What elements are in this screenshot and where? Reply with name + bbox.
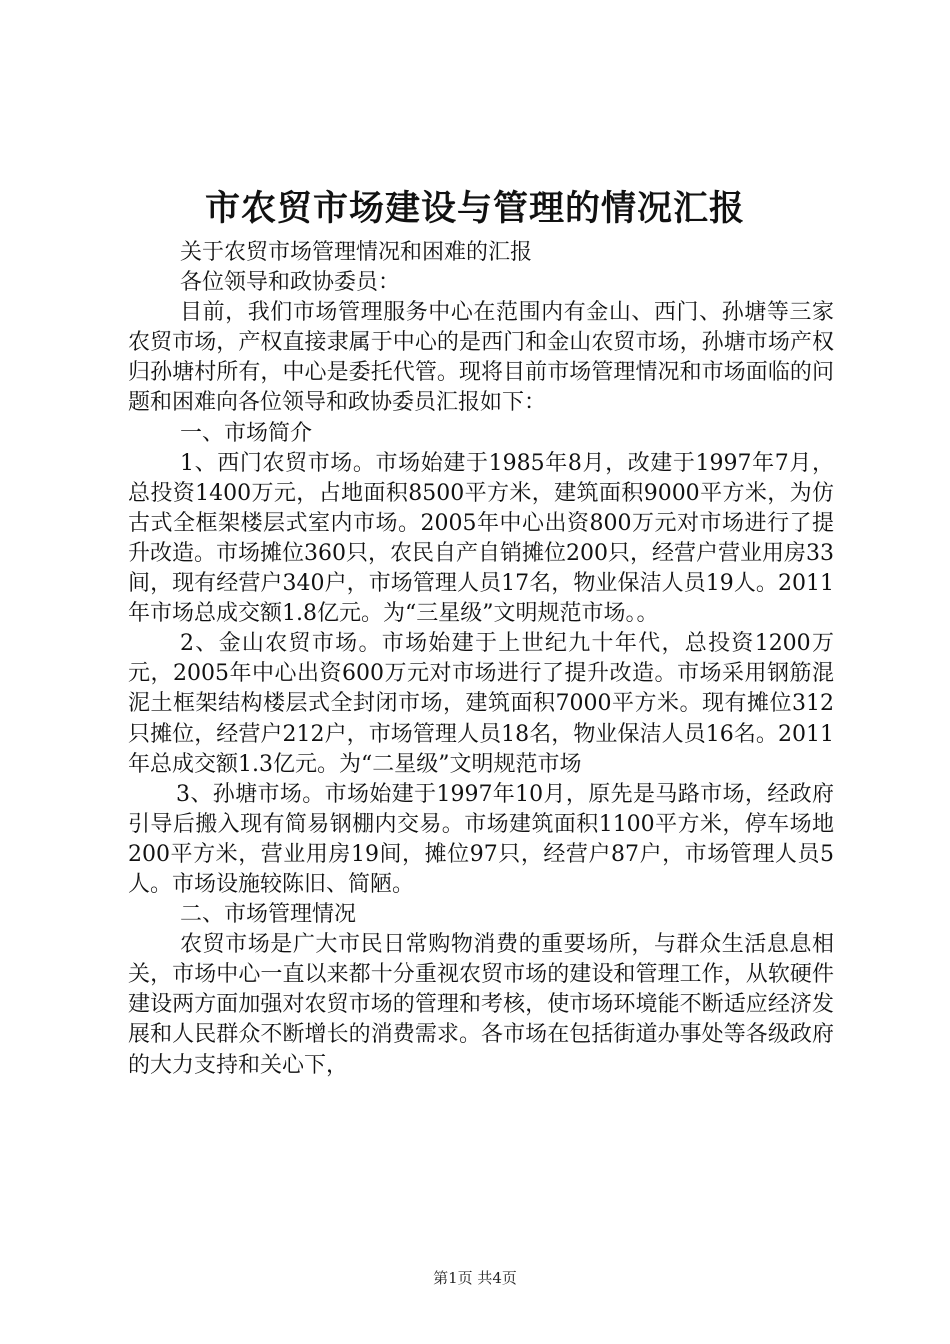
paragraph-jinshan-market: 2、金山农贸市场。市场始建于上世纪九十年代，总投资1200万元，2005年中心出资600万元对市场进行了提升改造。市场采用钢筋混泥土框架结构楼层式全封闭市场，建筑面积7000平方米。现有摊位312只摊位，经营户212户，市场管理人员18名，物业保洁人员16名。2011年总成交额1.3亿元。为“二星级”文明规范市场 (128, 631, 834, 777)
paragraph-report-subtitle: 关于农贸市场管理情况和困难的汇报 (180, 240, 533, 265)
paragraph-suntang-market: 3、孙塘市场。市场始建于1997年10月，原先是马路市场，经政府引导后搬入现有简易钢棚内交易。市场建筑面积1100平方米，停车场地200平方米，营业用房19间，摊位97只，经营户87户，市场管理人员5人。市场设施较陈旧、简陋。 (128, 781, 834, 897)
paragraph-management-overview: 农贸市场是广大市民日常购物消费的重要场所，与群众生活息息相关，市场中心一直以来都十分重视农贸市场的建设和管理工作，从软硬件建设两方面加强对农贸市场的管理和考核，使市场环境能不断适应经济发展和人民群众不断增长的消费需求。各市场在包括街道办事处等各级政府的大力支持和关心下， (128, 932, 834, 1078)
document-body (128, 238, 834, 1081)
paragraph-salutation: 各位领导和政协委员： (180, 270, 401, 296)
document-title: 市农贸市场建设与管理的情况汇报 (204, 188, 745, 229)
section-heading-market-overview: 一、市场简介 (180, 420, 313, 446)
paragraph-introduction: 目前，我们市场管理服务中心在范围内有金山、西门、孙塘等三家农贸市场，产权直接隶属于中心的是西门和金山农贸市场，孙塘市场产权归孙塘村所有，中心是委托代管。现将目前市场管理情况和市场面临的问题和困难向各位领导和政协委员汇报如下： (128, 300, 834, 416)
page-number-footer: 第1页 共4页 (433, 1269, 517, 1287)
paragraph-ximen-market: 1、西门农贸市场。市场始建于1985年8月，改建于1997年7月，总投资1400万元，占地面积8500平方米，建筑面积9000平方米，为仿古式全框架楼层式室内市场。2005年中心出资800万元对市场进行了提升改造。市场摊位360只，农民自产自销摊位200只，经营户营业用房33间，现有经营户340户，市场管理人员17名，物业保洁人员19人。2011年市场总成交额1.8亿元。为“三星级”文明规范市场。。 (128, 450, 834, 627)
section-heading-market-management: 二、市场管理情况 (180, 902, 357, 928)
